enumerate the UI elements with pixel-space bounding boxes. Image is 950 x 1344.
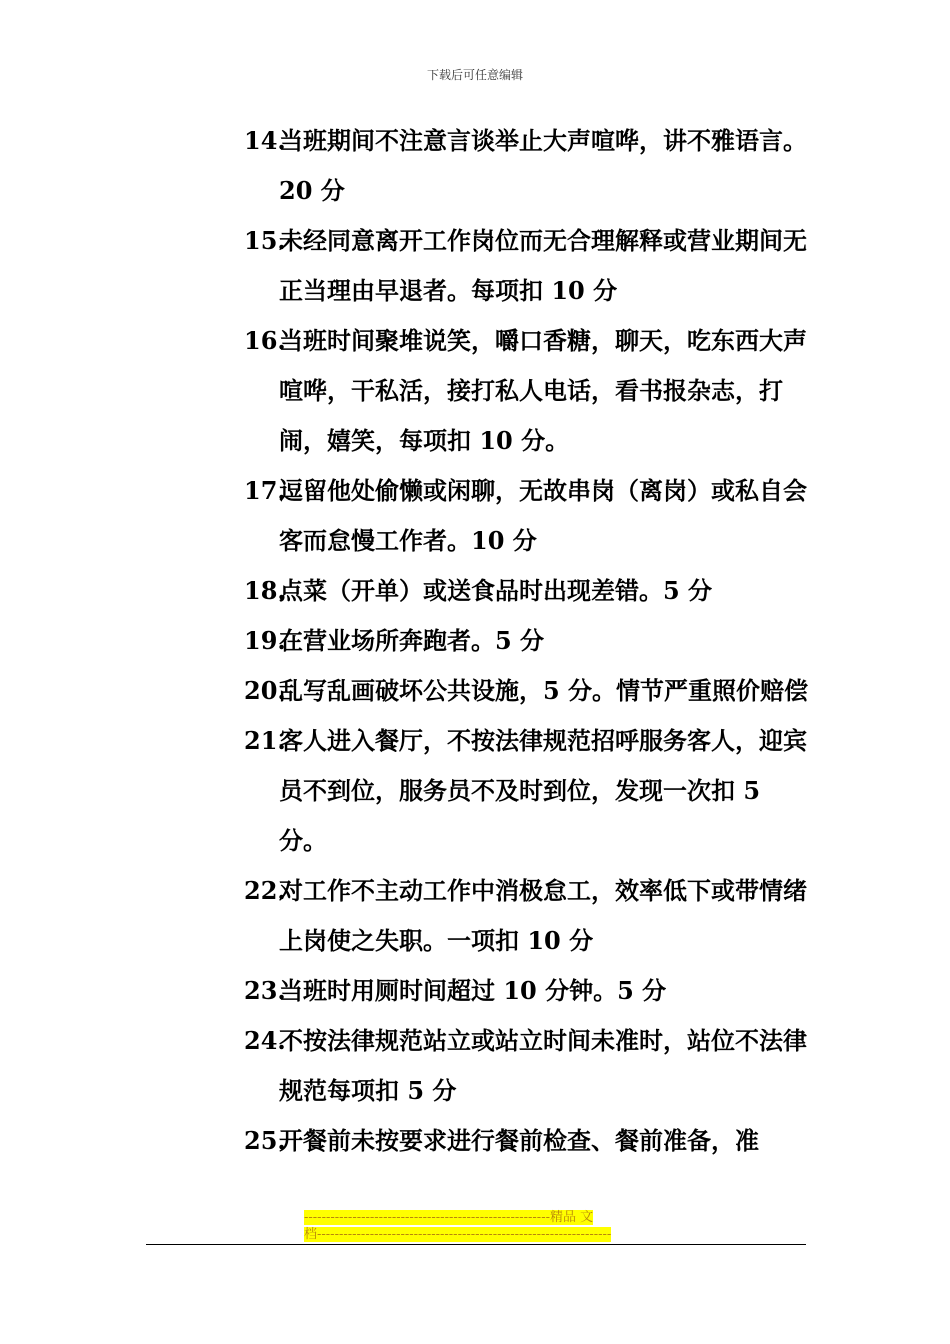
list-item [244, 966, 810, 1016]
item-text: 逗留他处偷懒或闲聊，无故串岗（离岗）或私自会客而怠慢工作者。10 分 [279, 476, 807, 555]
list-item [244, 316, 810, 466]
item-number: 14. [244, 126, 286, 155]
footer-watermark [304, 1209, 644, 1243]
item-text: 当班期间不注意言谈举止大声喧哗，讲不雅语言。20 分 [279, 126, 807, 205]
rule-list [244, 116, 810, 1166]
item-text: 在营业场所奔跑者。5 分 [279, 626, 545, 655]
item-number: 25. [244, 1126, 286, 1155]
item-text: 当班时用厕时间超过 10 分钟。5 分 [279, 976, 667, 1005]
item-text: 点菜（开单）或送食品时出现差错。5 分 [279, 576, 713, 605]
list-item [244, 866, 810, 966]
item-number: 16. [244, 326, 286, 355]
item-text: 不按法律规范站立或站立时间未准时，站位不法律规范每项扣 5 分 [279, 1026, 807, 1105]
item-number: 20. [244, 676, 286, 705]
list-item [244, 1116, 810, 1166]
item-text: 客人进入餐厅，不按法律规范招呼服务客人，迎宾员不到位，服务员不及时到位，发现一次扣 5 分。 [279, 726, 807, 855]
item-text: 未经同意离开工作岗位而无合理解释或营业期间无正当理由早退者。每项扣 10 分 [279, 226, 807, 305]
list-item [244, 616, 810, 666]
footer-line-2: 档------------------------------------------------------------------- [304, 1227, 612, 1242]
item-text: 当班时间聚堆说笑，嚼口香糖，聊天，吃东西大声喧哗，干私活，接打私人电话，看书报杂志，打闹，嬉笑，每项扣 10 分。 [279, 326, 807, 455]
footer-line-1: --------------------------------------------------------精品 文 [304, 1210, 594, 1225]
list-item [244, 666, 810, 716]
item-number: 18. [244, 576, 286, 605]
item-text: 开餐前未按要求进行餐前检查、餐前准备，准 [279, 1126, 759, 1155]
item-number: 23. [244, 976, 286, 1005]
list-item [244, 716, 810, 866]
list-item [244, 466, 810, 566]
list-item [244, 566, 810, 616]
item-number: 15. [244, 226, 286, 255]
page-header: 下载后可任意编辑 [426, 68, 523, 82]
item-number: 21. [244, 726, 286, 755]
item-number: 24. [244, 1026, 286, 1055]
item-number: 19. [244, 626, 286, 655]
footer-divider [146, 1244, 806, 1245]
item-text: 乱写乱画破坏公共设施，5 分。情节严重照价赔偿 [279, 676, 809, 705]
item-number: 17. [244, 476, 286, 505]
list-item [244, 1016, 810, 1116]
item-text: 对工作不主动工作中消极怠工，效率低下或带情绪上岗使之失职。一项扣 10 分 [279, 876, 807, 955]
list-item [244, 216, 810, 316]
list-item [244, 116, 810, 216]
item-number: 22. [244, 876, 286, 905]
